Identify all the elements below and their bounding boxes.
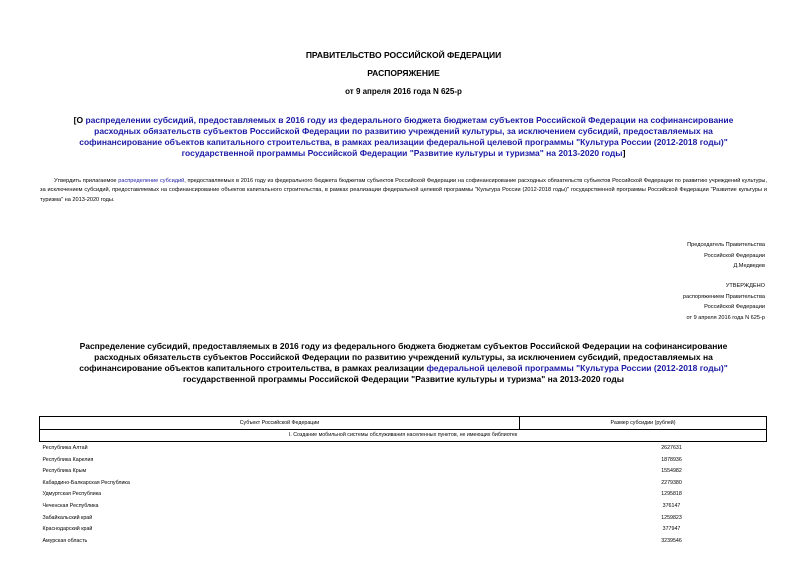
subsidy-amount: 377947: [662, 526, 681, 533]
signature-position: Председатель Правительства: [687, 242, 765, 248]
subsidy-amount: 2627631: [661, 444, 682, 451]
table-header-row: [40, 417, 767, 430]
document-date: от 9 апреля 2016 года N 625-р: [345, 87, 462, 96]
table-row: [40, 500, 767, 512]
subject-column-header: Субъект Российской Федерации: [40, 417, 520, 430]
distribution-link[interactable]: распределение субсидий: [118, 178, 185, 184]
signature-name: Д.Медведев: [733, 263, 765, 269]
table-row: [40, 465, 767, 477]
approval-block: [683, 281, 765, 323]
subsidy-amount: 1295818: [661, 491, 682, 498]
subsidy-amount: 1878936: [661, 456, 682, 463]
subject-name: Забайкальский край: [42, 514, 93, 521]
table-row: [40, 454, 767, 466]
distribution-title-tail: государственной программы Российской Федерации "Развитие культуры и туризма" на 2013-2020 годы: [183, 374, 624, 384]
title-prefix: [О: [73, 115, 86, 125]
approval-date: от 9 апреля 2016 года N 625-р: [686, 314, 765, 321]
approve-text: Утвердить прилагаемое: [54, 178, 119, 184]
subject-name: Кабардино-Балкарская Республика: [42, 479, 130, 486]
table-row: [40, 523, 767, 535]
document-title: [70, 115, 737, 159]
resolution-text: , предоставляемых в 2016 году из федерального бюджета бюджетам субъектов Российской Федерации на софинансирование расходных обязательств субъектов Российской Федерации по развитию учреждений культуры, за исключением субсидий, предоставляемых на софинансирование объектов капитального строительства, в рамках реализации федеральной целевой программы "Культура России (2012-2018 годы)" государственной программы Российской Федерации "Развитие культуры и туризма" на 2013-2020 годы.: [40, 178, 768, 203]
approval-by: распоряжением Правительства: [682, 293, 765, 300]
subject-name: Удмуртская Республика: [42, 491, 102, 498]
subsidy-amount: 376147: [662, 502, 681, 509]
title-link[interactable]: распределении субсидий, предоставляемых в 2016 году из федерального бюджета бюджетам субъектов Российской Федерации на софинансирование расходных обязательств субъектов Российской Федерации по развитию учреждений культуры, за исключением субсидий, предоставляемых на софинансирование объектов капитального строительства, в рамках реализации федеральной целевой программы "Культура России (2012-2018 годы)" государственной программы Российской Федерации "Развитие культуры и туризма" на 2013-2020 годы: [79, 115, 734, 158]
document-type: РАСПОРЯЖЕНИЕ: [367, 68, 440, 78]
subsidy-amount: 3239546: [661, 537, 682, 544]
subsidy-amount: 2279380: [661, 479, 682, 486]
distribution-title: [60, 341, 747, 385]
table-row: [40, 477, 767, 489]
program-link[interactable]: федеральной целевой программы "Культура России (2012-2018 годы)": [426, 363, 728, 373]
table-row: [40, 512, 767, 524]
signature-country: Российской Федерации: [704, 252, 765, 259]
approval-country: Российской Федерации: [704, 304, 765, 310]
table-row: [40, 489, 767, 501]
subsidy-table: [39, 416, 767, 547]
section-row: [40, 429, 767, 442]
subject-name: Краснодарский край: [42, 526, 93, 533]
section-title: I. Создание мобильной системы обслуживания населенных пунктов, не имеющих библиотек: [40, 429, 767, 442]
subsidy-amount: 1259823: [661, 514, 682, 521]
distribution-title-text: Распределение субсидий, предоставляемых в 2016 году из федерального бюджета бюджетам субъектов Российской Федерации на софинансирование расходных обязательств субъектов Российской Федерации по развитию учреждений культуры, за исключением субсидий, предоставляемых на софинансирование объектов капитального строительства, в рамках реализации: [79, 341, 728, 373]
subject-name: Республика Карелия: [42, 456, 94, 463]
subject-name: Республика Алтай: [42, 444, 88, 451]
subject-name: Республика Крым: [42, 468, 87, 475]
table-row: [40, 442, 767, 454]
signature-block: [687, 240, 765, 272]
table-row: [40, 535, 767, 547]
title-suffix: ]: [622, 148, 626, 158]
subject-name: Чеченская Республика: [42, 502, 99, 509]
approval-label: УТВЕРЖДЕНО: [725, 283, 765, 289]
subject-name: Амурская область: [42, 537, 88, 544]
resolution-paragraph: [40, 177, 767, 205]
government-heading: ПРАВИТЕЛЬСТВО РОССИЙСКОЙ ФЕДЕРАЦИИ: [305, 50, 502, 60]
amount-column-header: Размер субсидии (рублей): [520, 417, 767, 430]
subsidy-amount: 1554982: [661, 468, 682, 475]
